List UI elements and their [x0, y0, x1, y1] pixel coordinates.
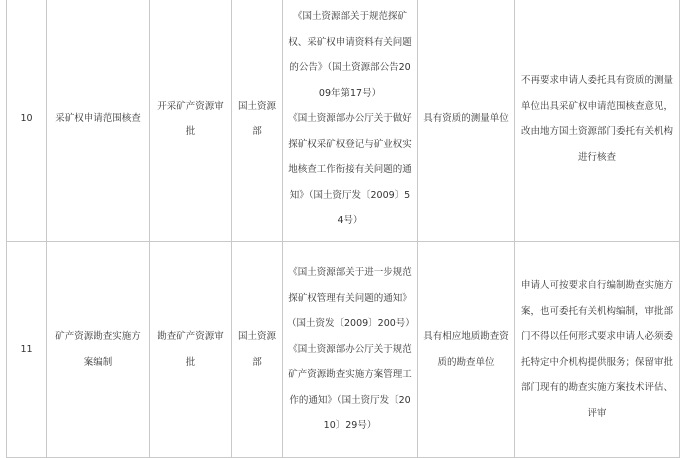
approval-matter: 开采矿产资源审批 [150, 0, 232, 242]
handling-note: 不再要求申请人委托具有资质的测量单位出具采矿权申请范围核查意见，改由地方国土资源部门委托有关机构进行核查 [515, 0, 680, 242]
department: 国土资源部 [232, 0, 283, 242]
legal-basis-doc: 《国土资源部关于规范探矿权、采矿权申请资料有关问题的公告》（国土资源部公告2009年第17号） [288, 11, 412, 99]
legal-basis-doc: 《国土资源部办公厅关于做好探矿权采矿权登记与矿业权实地核查工作衔接有关问题的通知》（国土资厅发〔2009〕54号） [288, 113, 412, 227]
service-item: 矿产资源勘查实施方案编制 [47, 242, 150, 458]
department: 国土资源部 [232, 242, 283, 458]
service-provider: 具有资质的测量单位 [418, 0, 515, 242]
row-number: 10 [7, 0, 47, 242]
row-number: 11 [7, 242, 47, 458]
legal-basis [283, 242, 418, 458]
service-item: 采矿权申请范围核查 [47, 0, 150, 242]
handling-note: 申请人可按要求自行编制勘查实施方案，也可委托有关机构编制，审批部门不得以任何形式要求申请人必须委托特定中介机构提供服务；保留审批部门现有的勘查实施方案技术评估、评审 [515, 242, 680, 458]
items-table [6, 0, 680, 458]
legal-basis-doc: 《国土资源部办公厅关于规范矿产资源勘查实施方案管理工作的通知》（国土资厅发〔2010〕29号） [288, 343, 412, 432]
legal-basis [283, 0, 418, 242]
approval-matter: 勘查矿产资源审批 [150, 242, 232, 458]
table-row [7, 0, 680, 242]
legal-basis-doc: 《国土资源部关于进一步规范探矿权管理有关问题的通知》（国土资发〔2009〕200号） [287, 267, 415, 330]
table-row [7, 242, 680, 458]
service-provider: 具有相应地质勘查资质的勘查单位 [418, 242, 515, 458]
